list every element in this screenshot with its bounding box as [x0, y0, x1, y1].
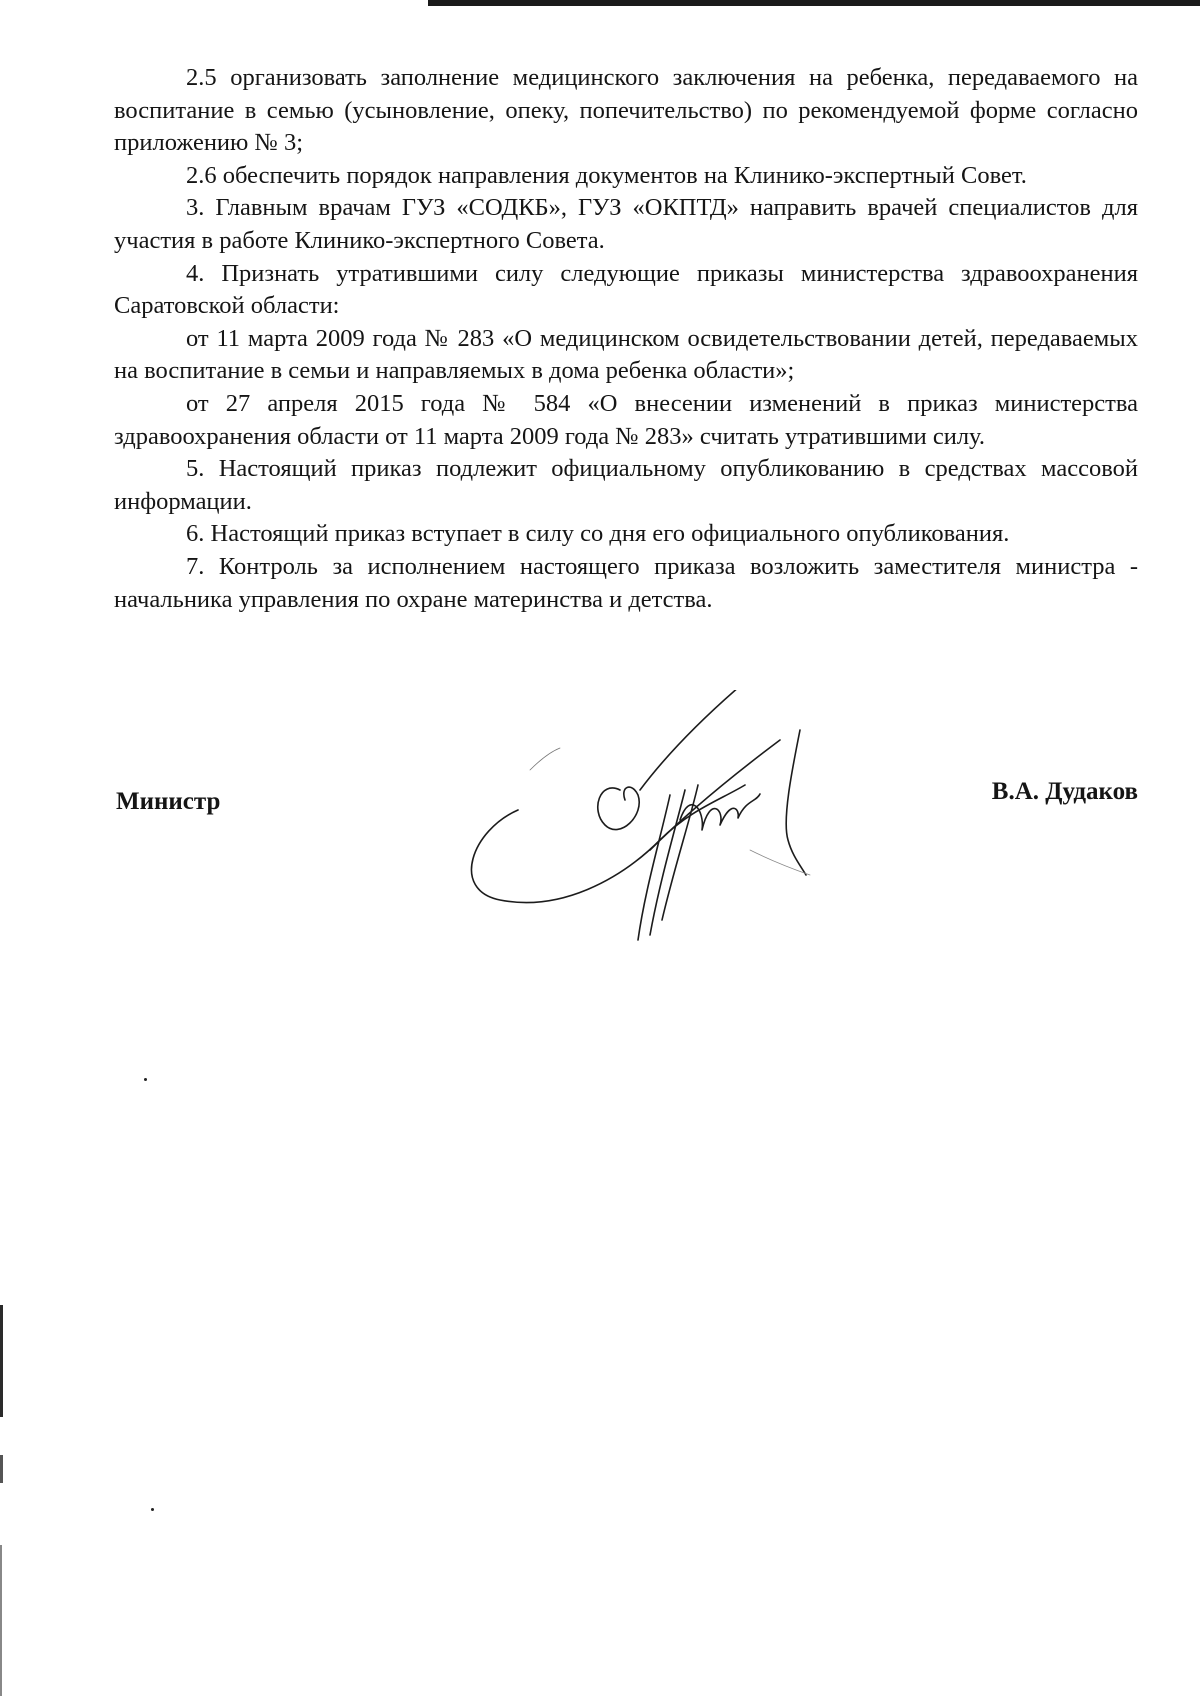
scan-left-edge: [0, 1455, 3, 1483]
scan-speck: [144, 1078, 147, 1081]
scan-left-edge: [0, 1305, 3, 1417]
handwritten-signature-icon: [470, 690, 830, 950]
paragraph-3: 3. Главным врачам ГУЗ «СОДКБ», ГУЗ «ОКПТД» направить врачей специалистов для участия в работе Клинико-экспертного Совета.: [114, 194, 1138, 254]
paragraph-7: 7. Контроль за исполнением настоящего приказа возложить заместителя министра - начальника управления по охране материнства и детства.: [114, 552, 1138, 613]
paragraph-5: 5. Настоящий приказ подлежит официальному опубликованию в средствах массовой информации.: [114, 455, 1138, 515]
paragraph-4-order-283: от 11 марта 2009 года № 283 «О медицинском освидетельствовании детей, передаваемых на воспитание в семьи и направляемых в дома ребенка области»;: [114, 324, 1138, 385]
scan-top-edge: [428, 0, 1200, 6]
paragraph-2-5: 2.5 организовать заполнение медицинского заключения на ребенка, передаваемого на воспитание в семью (усыновление, опеку, попечительство) по рекомендуемой форме согласно приложению № 3;: [114, 64, 1138, 157]
paragraph-6: 6. Настоящий приказ вступает в силу со дня его официального опубликования.: [186, 520, 1010, 548]
paragraph-2-6: 2.6 обеспечить порядок направления документов на Клинико-экспертный Совет.: [186, 161, 1027, 189]
scan-speck: [151, 1508, 154, 1511]
paragraph-4: 4. Признать утратившими силу следующие приказы министерства здравоохранения Саратовской области:: [114, 259, 1138, 320]
signatory-title: Министр: [116, 788, 221, 815]
signatory-name: В.А. Дудаков: [991, 778, 1138, 805]
paragraph-4-order-584: от 27 апреля 2015 года № 584 «О внесении изменений в приказ министерства здравоохранения области от 11 марта 2009 года № 283» считать утратившими силу.: [114, 389, 1138, 450]
order-body-text: [114, 62, 1138, 616]
scan-left-edge: [0, 1545, 2, 1696]
